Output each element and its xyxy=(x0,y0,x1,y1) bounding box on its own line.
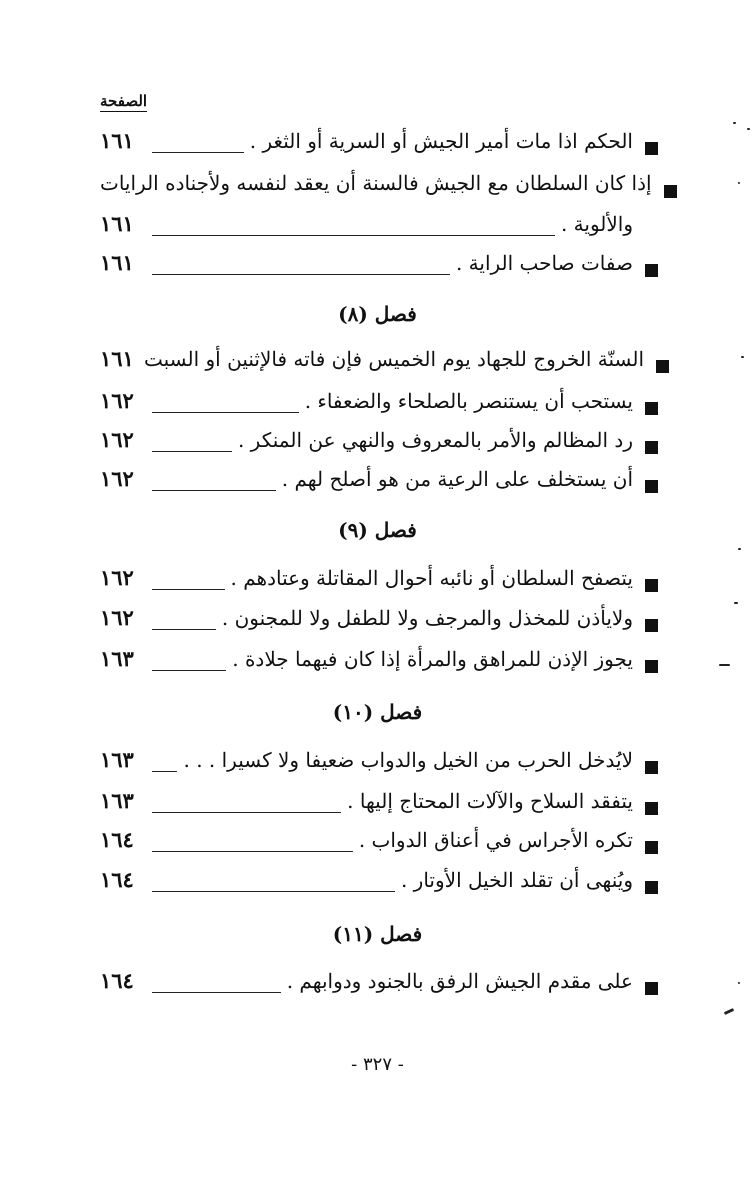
square-bullet-icon xyxy=(645,579,658,592)
entry-page-number: ١٦٣ xyxy=(100,646,134,671)
dotted-leader xyxy=(152,451,232,452)
square-bullet-icon xyxy=(645,761,658,774)
entry-page-number: ١٦٢ xyxy=(100,427,134,452)
dotted-leader xyxy=(152,235,555,236)
dotted-leader xyxy=(152,589,225,590)
entry-page-number: ١٦١ xyxy=(100,128,134,153)
square-bullet-icon xyxy=(645,480,658,493)
toc-entry xyxy=(100,646,658,682)
toc-entry xyxy=(100,250,658,286)
toc-entry xyxy=(100,466,658,502)
entry-text: الحكم اذا مات أمير الجيش أو السرية أو الثغر . xyxy=(249,129,633,153)
bullet-spacer xyxy=(645,225,658,238)
entry-text: لايُدخل الحرب من الخيل والدواب ضعيفا ولا كسيرا . . . xyxy=(183,748,633,772)
toc-entry xyxy=(100,605,658,641)
dotted-leader xyxy=(152,771,177,772)
page-column-header: الصفحة xyxy=(100,92,148,110)
scan-speck xyxy=(734,602,738,604)
scan-speck xyxy=(738,182,740,184)
square-bullet-icon xyxy=(645,660,658,673)
entry-text: ولايأذن للمخذل والمرجف ولا للطفل ولا للمجنون . xyxy=(221,606,633,630)
entry-text: إذا كان السلطان مع الجيش فالسنة أن يعقد لنفسه ولأجناده الرايات xyxy=(100,171,652,195)
toc-entry xyxy=(100,827,658,863)
entry-page-number: ١٦٣ xyxy=(100,788,134,813)
section-heading: فصل (٩) xyxy=(338,518,417,542)
entry-page-number: ١٦٤ xyxy=(100,827,134,852)
square-bullet-icon xyxy=(645,619,658,632)
toc-entry-continuation xyxy=(100,211,658,247)
entry-text: رد المظالم والأمر بالمعروف والنهي عن المنكر . xyxy=(237,428,633,452)
toc-entry xyxy=(100,346,658,382)
toc-entry xyxy=(100,788,658,824)
entry-text: صفات صاحب الراية . xyxy=(455,251,633,275)
entry-text: تكره الأجراس في أعناق الدواب . xyxy=(358,828,633,852)
square-bullet-icon xyxy=(645,402,658,415)
dotted-leader xyxy=(152,992,281,993)
square-bullet-icon xyxy=(645,802,658,815)
square-bullet-icon xyxy=(664,185,677,198)
dotted-leader xyxy=(152,152,244,153)
entry-text: يتفقد السلاح والآلات المحتاج إليها . xyxy=(347,789,633,813)
scan-speck xyxy=(747,128,750,130)
page-number-footer: - ٣٢٧ - xyxy=(351,1054,404,1075)
entry-text: ويُنهى أن تقلد الخيل الأوتار . xyxy=(400,868,633,892)
entry-page-number: ١٦٢ xyxy=(100,565,134,590)
entry-text: يستحب أن يستنصر بالصلحاء والضعفاء . xyxy=(304,389,633,413)
entry-text: يجوز الإذن للمراهق والمرأة إذا كان فيهما جلادة . xyxy=(232,647,633,671)
toc-entry xyxy=(100,388,658,424)
toc-entry xyxy=(100,968,658,1004)
section-heading: فصل (٨) xyxy=(338,302,417,326)
square-bullet-icon xyxy=(645,264,658,277)
entry-text: يتصفح السلطان أو نائبه أحوال المقاتلة وعتادهم . xyxy=(230,566,633,590)
square-bullet-icon xyxy=(645,982,658,995)
entry-page-number: ١٦١ xyxy=(100,211,134,236)
square-bullet-icon xyxy=(645,881,658,894)
square-bullet-icon xyxy=(656,360,669,373)
dotted-leader xyxy=(152,412,299,413)
dotted-leader xyxy=(152,670,226,671)
dotted-leader xyxy=(152,812,341,813)
dotted-leader xyxy=(152,851,353,852)
scan-speck xyxy=(719,664,730,666)
toc-entry xyxy=(100,747,658,783)
entry-page-number: ١٦٢ xyxy=(100,605,134,630)
toc-entry xyxy=(100,427,658,463)
entry-page-number: ١٦٢ xyxy=(100,388,134,413)
square-bullet-icon xyxy=(645,441,658,454)
dotted-leader xyxy=(152,629,216,630)
section-heading: فصل (١١) xyxy=(332,922,423,946)
dotted-leader xyxy=(152,274,450,275)
toc-entry xyxy=(100,128,658,164)
entry-text: السنّة الخروج للجهاد يوم الخميس فإن فاته فالإثنين أو السبت xyxy=(144,347,644,371)
toc-entry xyxy=(100,867,658,903)
entry-page-number: ١٦٢ xyxy=(100,466,134,491)
entry-page-number: ١٦٤ xyxy=(100,867,134,892)
dotted-leader xyxy=(152,891,395,892)
entry-text: أن يستخلف على الرعية من هو أصلح لهم . xyxy=(281,467,633,491)
entry-text: والألوية . xyxy=(560,212,633,236)
toc-entry xyxy=(100,171,658,207)
square-bullet-icon xyxy=(645,142,658,155)
square-bullet-icon xyxy=(645,841,658,854)
entry-text: على مقدم الجيش الرفق بالجنود ودوابهم . xyxy=(286,969,633,993)
scan-speck xyxy=(738,548,741,550)
scan-speck xyxy=(733,122,736,124)
entry-page-number: ١٦٤ xyxy=(100,968,134,993)
toc-entry xyxy=(100,565,658,601)
entry-page-number: ١٦١ xyxy=(100,346,134,371)
entry-page-number: ١٦٣ xyxy=(100,747,134,772)
entry-page-number: ١٦١ xyxy=(100,250,134,275)
section-heading: فصل (١٠) xyxy=(332,700,423,724)
scan-speck xyxy=(738,982,740,984)
scan-speck xyxy=(724,1008,734,1015)
dotted-leader xyxy=(152,490,276,491)
scan-speck xyxy=(741,356,744,358)
